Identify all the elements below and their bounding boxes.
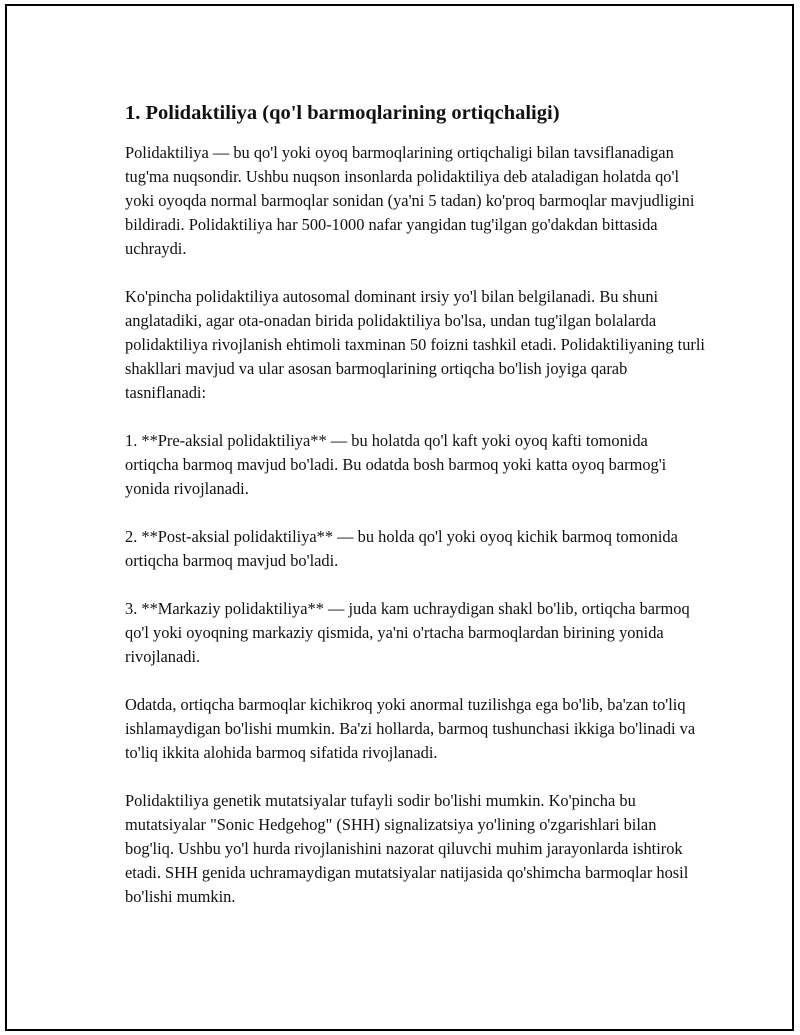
document-body — [125, 99, 705, 909]
paragraph-central: 3. **Markaziy polidaktiliya** — juda kam uchraydigan shakl bo'lib, ortiqcha barmoq qo'l yoki oyoqning markaziy qismida, ya'ni o'rtacha barmoqlardan birining yonida rivojlanadi. — [125, 599, 690, 666]
paragraph-genetics: Polidaktiliya genetik mutatsiyalar tufayli sodir bo'lishi mumkin. Ko'pincha bu mutatsiyalar "Sonic Hedgehog" (SHH) signalizatsiya yo'lining o'zgarishlari bilan bog'liq. Ushbu yo'l hurda rivojlanishini nazorat qiluvchi muhim jarayonlarda ishtirok etadi. SHH genida uchramaydigan mutatsiyalar natijasida qo'shimcha barmoqlar hosil bo'lishi mumkin. — [125, 791, 689, 906]
paragraph-inheritance: Ko'pincha polidaktiliya autosomal dominant irsiy yo'l bilan belgilanadi. Bu shuni anglatadiki, agar ota-onadan birida polidaktiliya bo'lsa, undan tug'ilgan bolalarda polidaktiliya rivojlanish ehtimoli taxminan 50 foizni tashkil etadi. Polidaktiliyaning turli shakllari mavjud va ular asosan barmoqlarining ortiqcha bo'lish joyiga qarab tasniflanadi: — [125, 287, 705, 402]
paragraph-post-axial: 2. **Post-aksial polidaktiliya** — bu holda qo'l yoki oyoq kichik barmoq tomonida ortiqcha barmoq mavjud bo'ladi. — [125, 527, 678, 570]
page-title: 1. Polidaktiliya (qo'l barmoqlarining ortiqchaligi) — [125, 102, 560, 124]
paragraph-pre-axial: 1. **Pre-aksial polidaktiliya** — bu holatda qo'l kaft yoki oyoq kafti tomonida ortiqcha barmoq mavjud bo'ladi. Bu odatda bosh barmoq yoki katta oyoq barmog'i yonida rivojlanadi. — [125, 431, 667, 498]
paragraph-structure: Odatda, ortiqcha barmoqlar kichikroq yoki anormal tuzilishga ega bo'lib, ba'zan to'liq ishlamaydigan bo'lishi mumkin. Ba'zi hollarda, barmoq tushunchasi ikkiga bo'linadi va to'liq ikkita alohida barmoq sifatida rivojlanadi. — [125, 695, 696, 762]
page-frame — [5, 4, 794, 1031]
paragraph-definition: Polidaktiliya — bu qo'l yoki oyoq barmoqlarining ortiqchaligi bilan tavsiflanadigan tug'ma nuqsondir. Ushbu nuqson insonlarda polidaktiliya deb ataladigan holatda qo'l yoki oyoqda normal barmoqlar sonidan (ya'ni 5 tadan) ko'proq barmoqlar mavjudligini bildiradi. Polidaktiliya har 500-1000 nafar yangidan tug'ilgan go'dakdan bittasida uchraydi. — [125, 143, 695, 258]
